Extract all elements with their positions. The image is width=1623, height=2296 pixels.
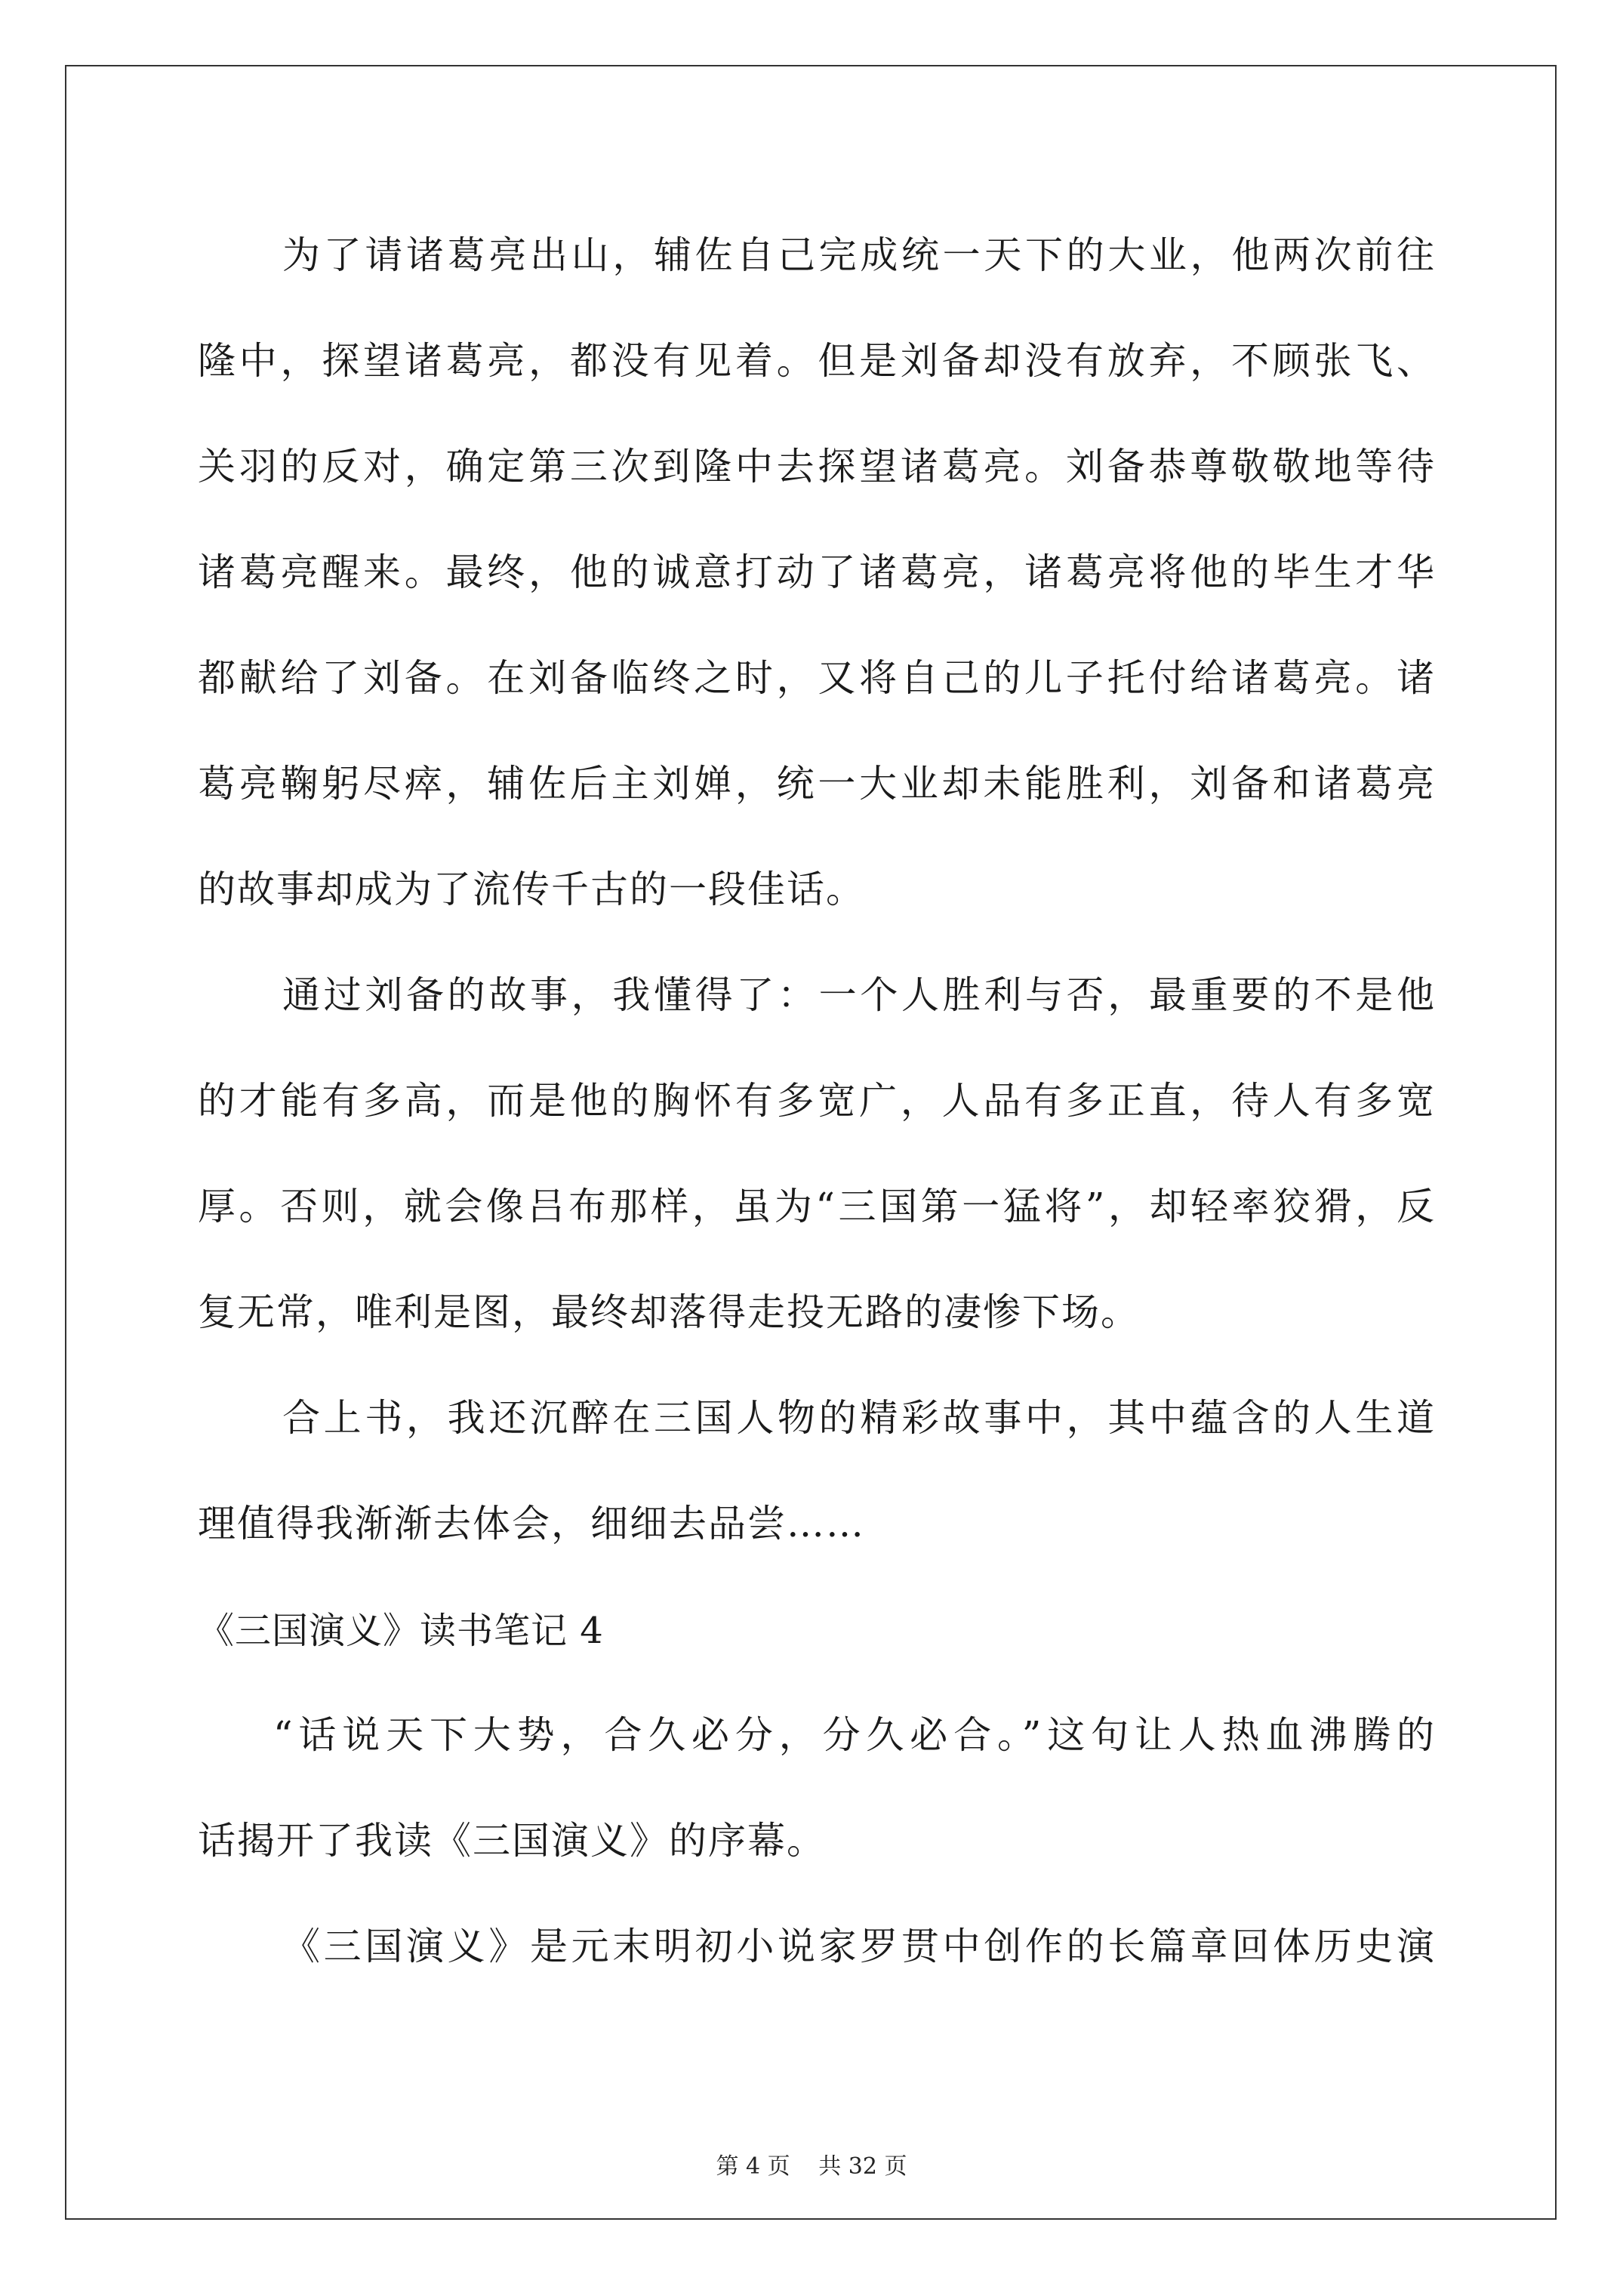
text-line: 复无常，唯利是图，最终却落得走投无路的凄惨下场。 <box>198 1290 1140 1334</box>
text-line: 话揭开了我读《三国演义》的序幕。 <box>198 1819 826 1863</box>
text-line: 的才能有多高，而是他的胸怀有多宽广，人品有多正直，待人有多宽 <box>198 1079 1436 1123</box>
text-line: 诸葛亮醒来。最终，他的诚意打动了诸葛亮，诸葛亮将他的毕生才华 <box>198 550 1436 594</box>
page-number: 第 4 页 <box>716 2153 790 2180</box>
section-heading: 《三国演义》读书笔记 4 <box>198 1610 604 1652</box>
text-line: 合上书，我还沉醉在三国人物的精彩故事中，其中蕴含的人生道 <box>282 1396 1436 1440</box>
text-line: 《三国演义》是元末明初小说家罗贯中创作的长篇章回体历史演 <box>282 1925 1436 1968</box>
text-line: 厚。否则，就会像吕布那样，虽为“三国第一猛将”，却轻率狡猾，反 <box>198 1185 1436 1228</box>
page-border <box>65 65 1557 2220</box>
text-line: 为了请诸葛亮出山，辅佐自己完成统一天下的大业，他两次前往 <box>282 233 1436 277</box>
text-line: “话说天下大势，合久必分，分久必合。”这句让人热血沸腾的 <box>273 1713 1436 1757</box>
text-line: 理值得我渐渐去体会，细细去品尝…… <box>198 1502 865 1546</box>
text-line: 关羽的反对，确定第三次到隆中去探望诸葛亮。刘备恭尊敬敬地等待 <box>198 445 1436 488</box>
page-footer <box>0 2152 1623 2182</box>
text-line: 隆中，探望诸葛亮，都没有见着。但是刘备却没有放弃，不顾张飞、 <box>198 339 1436 383</box>
text-line: 通过刘备的故事，我懂得了：一个人胜利与否，最重要的不是他 <box>282 973 1436 1017</box>
text-line: 都献给了刘备。在刘备临终之时，又将自己的儿子托付给诸葛亮。诸 <box>198 656 1436 700</box>
text-line: 的故事却成为了流传千古的一段佳话。 <box>198 868 865 911</box>
text-line: 葛亮鞠躬尽瘁，辅佐后主刘婵，统一大业却未能胜利，刘备和诸葛亮 <box>198 762 1436 806</box>
page-total: 共 32 页 <box>818 2153 907 2180</box>
